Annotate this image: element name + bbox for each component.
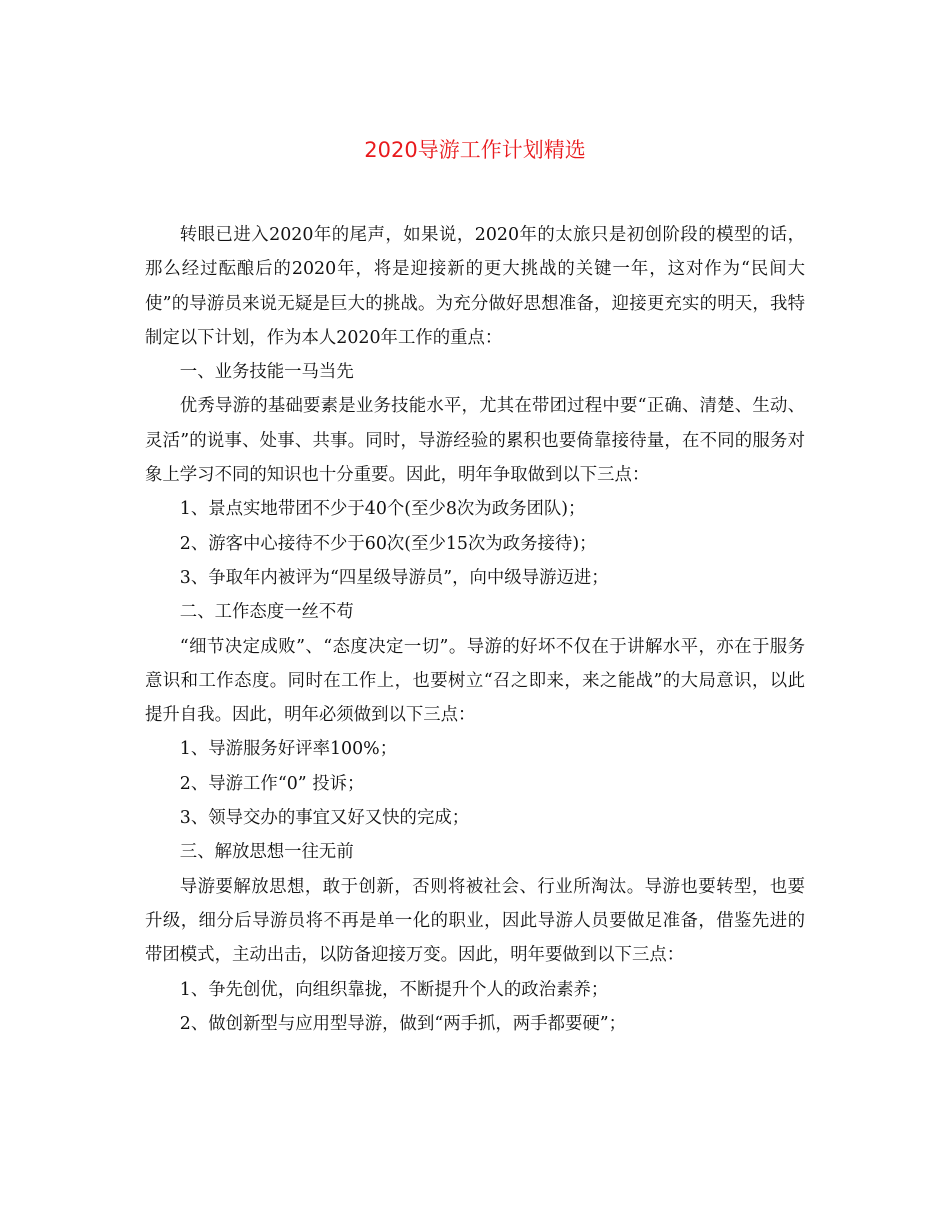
section-2-paragraph: “细节决定成败”、“态度决定一切”。导游的好坏不仅在于讲解水平，亦在于服务意识和工作态度。同时在工作上，也要树立“召之即来，来之能战”的大局意识，以此提升自我。因此，明年必须做到以下三点： (145, 636, 805, 726)
section-3-paragraph: 导游要解放思想，敢于创新，否则将被社会、行业所淘汰。导游也要转型，也要升级，细分后导游员将不再是单一化的职业，因此导游人员要做足准备，借鉴先进的带团模式，主动出击，以防备迎接万变。因此，明年要做到以下三点： (145, 876, 805, 966)
section-1-item-3: 3、争取年内被评为“四星级导游员”，向中级导游迈进； (179, 567, 609, 588)
section-2-item-3: 3、领导交办的事宜又好又快的完成； (179, 808, 470, 829)
section-heading-3: 三、解放思想一往无前 (179, 842, 354, 863)
section-1-item-2: 2、游客中心接待不少于60次(至少15次为政务接待)； (179, 533, 597, 554)
section-1-paragraph: 优秀导游的基础要素是业务技能水平，尤其在带团过程中要“正确、清楚、生动、灵活”的说事、处事、共事。同时，导游经验的累积也要倚靠接待量，在不同的服务对象上学习不同的知识也十分重要。因此，明年争取做到以下三点： (145, 396, 805, 486)
document-body (145, 218, 805, 1041)
section-2-item-1: 1、导游服务好评率100%； (179, 739, 398, 760)
section-2-item-2: 2、导游工作“0” 投诉； (179, 773, 365, 794)
section-1-item-1: 1、景点实地带团不少于40个(至少8次为政务团队)； (179, 499, 586, 520)
section-3-item-1: 1、争先创优，向组织靠拢，不断提升个人的政治素养； (179, 979, 609, 1000)
section-heading-2: 二、工作态度一丝不苟 (179, 602, 354, 623)
document-title: 2020导游工作计划精选 (364, 138, 586, 162)
section-heading-1: 一、业务技能一马当先 (179, 362, 354, 383)
intro-paragraph: 转眼已进入2020年的尾声，如果说，2020年的太旅只是初创阶段的模型的话，那么经过酝酿后的2020年，将是迎接新的更大挑战的关键一年，这对作为“民间大使”的导游员来说无疑是巨大的挑战。为充分做好思想准备，迎接更充实的明天，我特制定以下计划，作为本人2020年工作的重点： (145, 225, 805, 348)
section-3-item-2: 2、做创新型与应用型导游，做到“两手抓，两手都要硬”； (179, 1013, 627, 1034)
